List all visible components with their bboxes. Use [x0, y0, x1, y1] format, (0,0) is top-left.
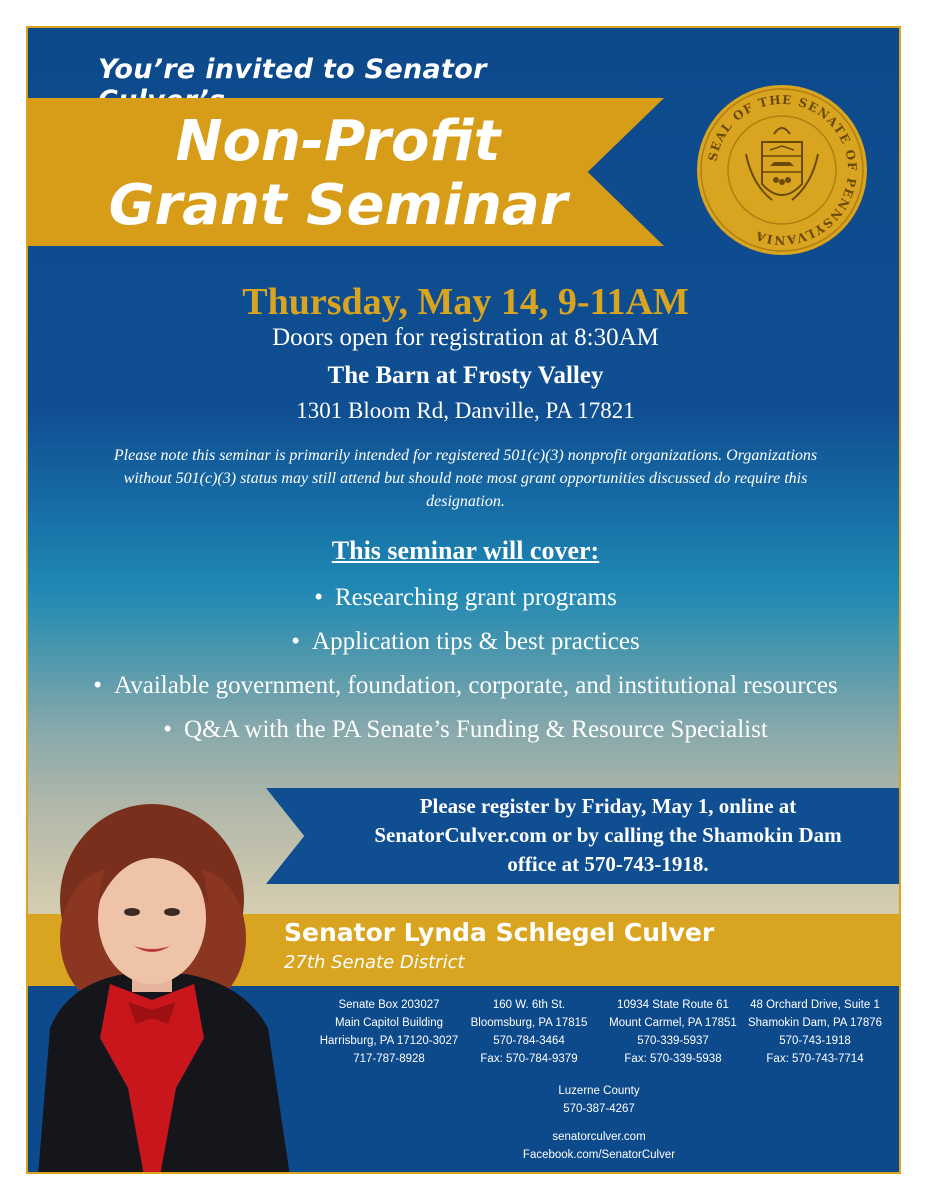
bullet-icon: •	[93, 672, 103, 699]
senate-seal-icon	[696, 84, 868, 256]
office-harrisburg: Senate Box 203027 Main Capitol Building Harrisburg, PA 17120-3027 717-787-8928	[319, 999, 459, 1065]
cover-heading: This seminar will cover:	[331, 536, 600, 565]
seminar-title	[78, 110, 598, 238]
list-item: • Application tips & best practices	[291, 628, 640, 655]
cover-list	[28, 576, 901, 752]
title-line-1: Non-Profit	[175, 109, 501, 174]
register-line-2: SenatorCulver.com or by calling the Shamokin Dam	[374, 823, 842, 847]
register-text	[348, 792, 868, 879]
facebook-link[interactable]: Facebook.com/SenatorCulver	[522, 1149, 676, 1161]
bullet-icon: •	[163, 716, 172, 743]
register-line-3: office at 570-743-1918.	[507, 852, 709, 876]
list-item: • Researching grant programs	[314, 584, 617, 611]
senator-name: Senator Lynda Schlegel Culver	[284, 918, 715, 947]
website-link[interactable]: senatorculver.com	[552, 1131, 646, 1143]
title-line-2: Grant Seminar	[108, 173, 568, 238]
office-luzerne: Luzerne County 570-387-4267	[558, 1085, 640, 1115]
senator-portrait	[28, 788, 328, 1174]
invite-line: You’re invited to Senator	[98, 54, 487, 85]
bullet-icon: •	[291, 628, 301, 655]
senate-district: 27th Senate District	[284, 952, 465, 973]
office-shamokin-dam: 48 Orchard Drive, Suite 1 Shamokin Dam, PA 17876 570-743-1918 Fax: 570-743-7714	[747, 999, 883, 1065]
flyer	[26, 26, 901, 1174]
svg-text:SEAL OF THE SENATE OF PENNSYLV: SEAL OF THE SENATE OF PENNSYLVANIA	[705, 92, 860, 248]
list-item: • Q&A with the PA Senate’s Funding & Resource Specialist	[163, 716, 768, 743]
venue-name: The Barn at Frosty Valley	[327, 362, 604, 389]
web-links	[514, 1128, 684, 1164]
eligibility-note: Please note this seminar is primarily intended for registered 501(c)(3) nonprofit organizations. Organizations without 501(c)(3) status may still attend but should note most grant opportunities discussed do require this designation.	[113, 447, 818, 510]
office-bloomsburg: 160 W. 6th St. Bloomsburg, PA 17815 570-784-3464 Fax: 570-784-9379	[470, 999, 588, 1065]
register-line-1: Please register by Friday, May 1, online at	[419, 794, 797, 818]
doors-open-time: Doors open for registration at 8:30AM	[272, 324, 659, 351]
office-mount-carmel: 10934 State Route 61 Mount Carmel, PA 17851 570-339-5937 Fax: 570-339-5938	[609, 999, 737, 1065]
bullet-icon: •	[314, 584, 323, 611]
list-item: • Available government, foundation, corporate, and institutional resources	[93, 672, 838, 699]
venue-address: 1301 Bloom Rd, Danville, PA 17821	[296, 398, 635, 423]
event-date: Thursday, May 14, 9-11AM	[242, 281, 689, 323]
